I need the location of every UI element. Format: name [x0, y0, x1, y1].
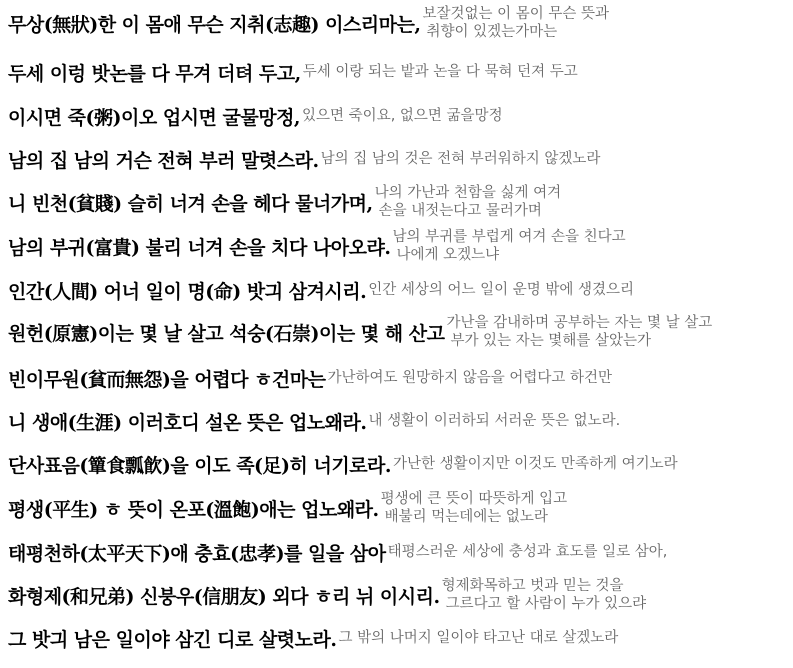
poem-line: [0, 272, 793, 308]
original-text: 태평천하(太平天下)애 충효(忠孝)를 일을 삼아: [8, 542, 386, 565]
poem-line: [0, 226, 793, 266]
translation-text: [325, 369, 612, 387]
poem-line: [0, 620, 793, 656]
original-text: 그 밧긔 남은 일이야 삼긴 디로 살렷노라.: [8, 628, 337, 651]
poem-line: [0, 311, 793, 353]
original-text: 이시면 죽(粥)이오 업시면 굴물망정,: [8, 106, 301, 129]
translation-text: [300, 107, 503, 125]
translation-text: [319, 150, 601, 168]
poem-line: [0, 360, 793, 396]
translation-line: 보잘것없는 이 몸이 무슨 뜻과: [422, 6, 609, 22]
translation-text: [440, 577, 647, 613]
translation-line: 가난을 감내하며 공부하는 자는 몇 날 살고: [446, 315, 713, 331]
translation-text: [373, 184, 562, 220]
translation-line: 그 밖의 나머지 일이야 타고난 대로 살겠노라: [338, 630, 619, 646]
translation-line: 형제화목하고 벗과 믿는 것을: [441, 578, 624, 594]
translation-line: 가난한 생활이지만 이것도 만족하게 여기노라: [393, 456, 678, 472]
translation-line: 손을 내젓는다고 물러가며: [378, 203, 542, 219]
translation-text: [336, 629, 618, 647]
original-text: 남의 부귀(富貴) 불리 너겨 손을 치다 나아오랴.: [8, 236, 391, 259]
poem-line: [0, 574, 793, 616]
translation-line: 배불리 먹는데에는 없노라: [384, 509, 548, 525]
poem-line: [0, 403, 793, 439]
translation-line: 인간 세상의 어느 일이 운명 밖에 생겼으리: [368, 282, 635, 298]
translation-line: 나에게 오겠느냐: [396, 247, 500, 263]
original-text: 화형제(和兄弟) 신붕우(信朋友) 외다 ㅎ리 뉘 이시리.: [8, 585, 440, 608]
translation-line: 가난하여도 원망하지 않음을 어렵다고 하건만: [327, 370, 613, 386]
translation-line: 태평스러운 세상에 충성과 효도를 일로 삼아,: [387, 544, 668, 560]
poem-line: [0, 141, 793, 177]
translation-text: [386, 543, 668, 561]
poem-line: [0, 446, 793, 482]
translation-text: [366, 281, 634, 299]
translation-line: 두세 이랑 되는 밭과 논을 다 묵혀 던져 두고: [302, 64, 578, 80]
poem-line: [0, 98, 793, 134]
translation-text: [366, 412, 620, 430]
original-text: 무상(無狀)한 이 몸애 무슨 지취(志趣) 이스리마는,: [8, 13, 421, 36]
translation-text: [444, 314, 712, 350]
poem-line: [0, 54, 793, 90]
original-text: 평생(平生) ㅎ 뜻이 온포(溫飽)애는 업노왜라.: [8, 498, 379, 521]
poem-line: [0, 487, 793, 529]
translation-text: [301, 63, 578, 81]
translation-line: 평생에 큰 뜻이 따뜻하게 입고: [380, 491, 568, 507]
original-text: 빈이무원(貧而無怨)을 어렵다 ㅎ건마는: [8, 368, 326, 391]
translation-line: 남의 집 남의 것은 전혀 부러워하지 않겠노라: [320, 151, 601, 167]
original-text: 니 생애(生涯) 이러호디 설온 뜻은 업노왜라.: [8, 411, 367, 434]
translation-line: 그르다고 할 사람이 누가 있으랴: [445, 596, 647, 612]
translation-line: 나의 가난과 천함을 싫게 여겨: [374, 185, 562, 201]
poem-line: [0, 182, 793, 222]
translation-line: 부가 있는 자는 몇해를 살았는가: [450, 333, 651, 349]
original-text: 니 빈천(貧賤) 슬히 너겨 손을 헤다 물너가며,: [8, 192, 373, 215]
translation-text: [390, 228, 625, 264]
translation-line: 내 생활이 이러하되 서러운 뜻은 없노라.: [368, 413, 621, 429]
translation-line: 있으면 죽이요, 없으면 굶을망정: [302, 108, 503, 124]
poem-line: [0, 5, 793, 41]
original-text: 단사표음(簞食瓢飮)을 이도 족(足)히 너기로라.: [8, 454, 392, 477]
translation-line: 남의 부귀를 부럽게 여겨 손을 친다고: [392, 229, 626, 245]
translation-text: [379, 490, 568, 526]
translation-text: [391, 455, 678, 473]
original-text: 남의 집 남의 거슨 전혀 부러 말렷스라.: [8, 149, 319, 172]
original-text: 두세 이렁 밧논를 다 무겨 더텨 두고,: [8, 62, 301, 85]
original-text: 원헌(原憲)이는 몇 날 살고 석숭(石崇)이는 몇 해 산고: [8, 322, 445, 345]
poem-line: [0, 534, 793, 570]
translation-text: [420, 5, 609, 41]
translation-line: 취향이 있겠는가마는: [426, 24, 558, 40]
original-text: 인간(人間) 어너 일이 명(命) 밧긔 삼겨시리.: [8, 280, 367, 303]
